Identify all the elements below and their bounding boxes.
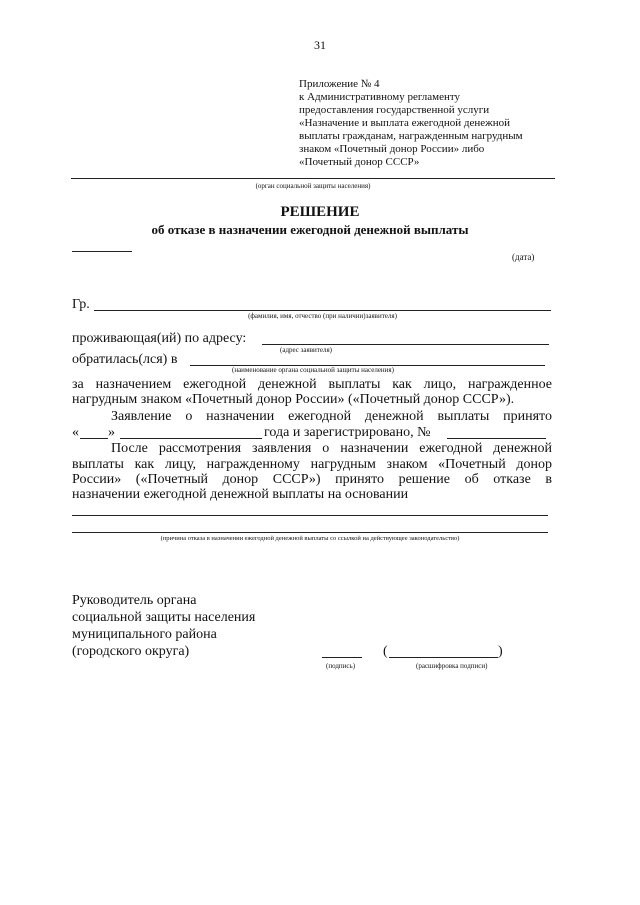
appendix-block	[299, 78, 523, 169]
organ-caption: (орган социальной защиты населения)	[255, 182, 371, 190]
address-label: проживающая(ий) по адресу:	[72, 331, 247, 346]
citizen-name-line	[94, 310, 551, 311]
paren-close: )	[498, 644, 503, 659]
paragraph-line: выплаты как лицу, награжденному нагрудным знаком «Почетный донор	[72, 457, 552, 472]
registration-number-line	[447, 438, 546, 439]
year-text: года и зарегистрировано, №	[264, 425, 431, 440]
appendix-line: Приложение № 4	[299, 78, 380, 90]
signature-caption: (подпись)	[326, 662, 356, 670]
appendix-line: знаком «Почетный донор России» либо	[299, 143, 485, 155]
month-line	[120, 438, 262, 439]
appendix-line: «Почетный донор СССР»	[299, 156, 420, 168]
appendix-line: выплаты гражданам, награжденным нагрудным	[299, 130, 523, 142]
quote-open: «	[72, 425, 79, 440]
paragraph-line: назначении ежегодной денежной выплаты на основании	[72, 487, 409, 502]
paragraph-line: Заявление о назначении ежегодной денежной выплаты принято	[111, 409, 552, 424]
address-caption: (адрес заявителя)	[280, 346, 332, 354]
signer-line: Руководитель органа	[72, 593, 197, 608]
document-subtitle: об отказе в назначении ежегодной денежной выплаты	[151, 222, 469, 237]
organ-line	[71, 178, 555, 179]
day-line	[80, 438, 108, 439]
paragraph-line: за назначением ежегодной денежной выплаты как лицо, награжденное	[72, 377, 552, 392]
paren-open: (	[383, 644, 388, 659]
signer-line: муниципального района	[72, 627, 217, 642]
signature-line	[322, 657, 362, 658]
signer-line: социальной защиты населения	[72, 610, 256, 625]
appendix-line: «Назначение и выплата ежегодной денежной	[299, 117, 510, 129]
applied-label: обратилась(лся) в	[72, 352, 178, 367]
paragraph-line: России» («Почетный донор СССР») принято решение об отказе в	[72, 472, 552, 487]
citizen-prefix: Гр.	[72, 297, 90, 312]
applied-caption: (наименование органа социальной защиты населения)	[232, 366, 394, 374]
paragraph-line: После рассмотрения заявления о назначении ежегодной денежной	[111, 441, 552, 456]
decoding-line	[389, 657, 498, 658]
reason-line	[72, 515, 548, 516]
appendix-line: предоставления государственной услуги	[299, 104, 490, 116]
reason-line	[72, 532, 548, 533]
address-line	[262, 344, 549, 345]
citizen-caption: (фамилия, имя, отчество (при наличии)заявителя)	[248, 312, 397, 320]
reason-caption: (причина отказа в назначении ежегодной денежной выплаты со ссылкой на действующее законодательство)	[160, 535, 460, 542]
page-number: 31	[314, 38, 326, 52]
quote-close: »	[108, 425, 115, 440]
paragraph-line: нагрудным знаком «Почетный донор России» («Почетный донор СССР»).	[72, 392, 515, 407]
date-caption: (дата)	[512, 252, 535, 262]
document-title: РЕШЕНИЕ	[280, 204, 360, 220]
appendix-line: к Административному регламенту	[299, 91, 461, 103]
signer-line: (городского округа)	[72, 644, 190, 659]
signer-block	[72, 592, 255, 660]
date-line	[72, 251, 132, 252]
decoding-caption: (расшифровка подписи)	[416, 662, 488, 670]
